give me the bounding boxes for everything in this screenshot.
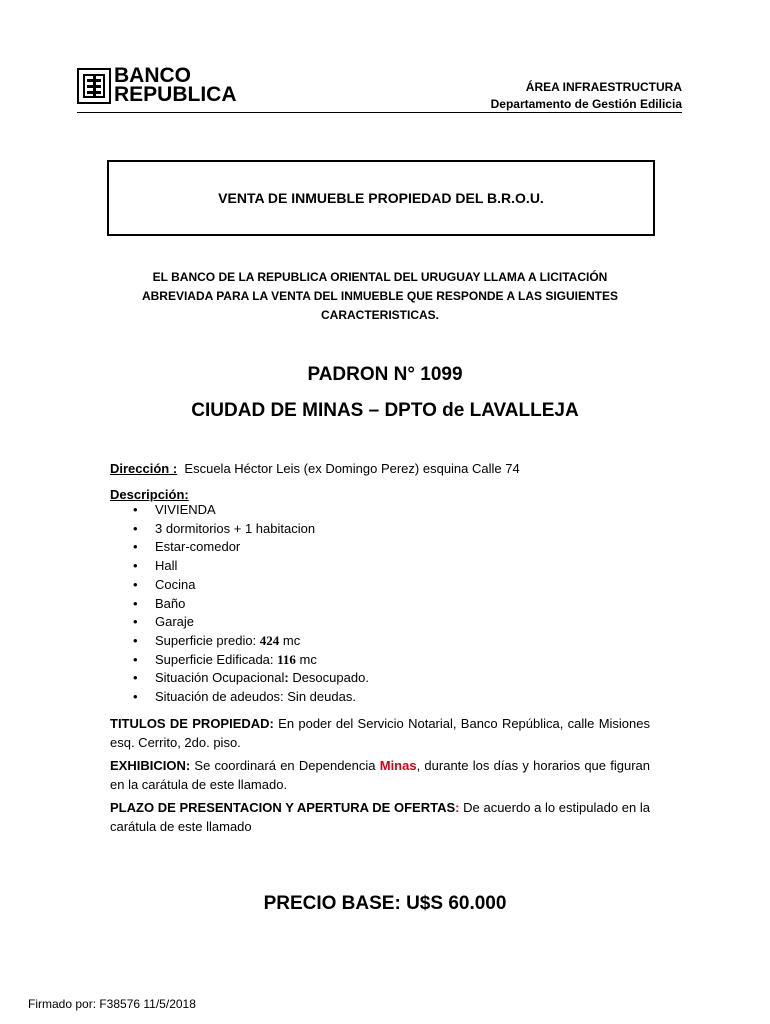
header-department	[491, 79, 682, 113]
list-item: • Garaje	[133, 613, 369, 632]
banco-republica-logo	[77, 64, 237, 106]
titulos-label: TITULOS DE PROPIEDAD:	[110, 716, 274, 731]
header-divider	[77, 112, 682, 113]
list-item-superficie-predio	[133, 632, 369, 651]
direccion-label: Dirección :	[110, 461, 178, 476]
list-item: • 3 dormitorios + 1 habitacion	[133, 520, 369, 539]
header-department-name: Departamento de Gestión Edilicia	[490, 97, 682, 111]
situacion-ocupacional-value: Desocupado.	[288, 670, 369, 686]
titulos-paragraph	[110, 714, 650, 752]
signature-footer: Firmado por: F38576 11/5/2018	[28, 997, 196, 1011]
list-item-situacion-ocupacional	[133, 669, 369, 688]
list-item: • VIVIENDA	[133, 501, 369, 520]
header-area: ÁREA INFRAESTRUCTURA	[525, 80, 682, 94]
list-item-superficie-edificada	[133, 651, 369, 670]
plazo-text: De acuerdo a lo estipulado en la carátula de este llamado	[110, 800, 651, 834]
situacion-ocupacional-colon: :	[284, 670, 289, 686]
superficie-predio-value: 424	[259, 632, 280, 648]
logo-wordmark	[114, 64, 237, 106]
location-heading: CIUDAD DE MINAS – DPTO de LAVALLEJA	[191, 400, 579, 421]
exhibicion-label: EXHIBICION:	[110, 758, 191, 773]
intro-line: ABREVIADA PARA LA VENTA DEL INMUEBLE QUE RESPONDE A LAS SIGUIENTES	[141, 289, 619, 303]
list-item: • Cocina	[133, 576, 369, 595]
superficie-edificada-label: Superficie Edificada:	[155, 651, 278, 667]
list-item: • Situación de adeudos: Sin deudas.	[133, 688, 369, 707]
intro-paragraph	[110, 268, 650, 325]
plazo-paragraph	[110, 798, 650, 836]
descripcion-label: Descripción:	[110, 487, 189, 502]
titulos-text: En poder del Servicio Notarial, Banco República, calle Misiones esq. Cerrito, 2do. piso.	[110, 716, 650, 750]
title-box	[107, 160, 655, 236]
list-item: • Baño	[133, 595, 369, 614]
situacion-ocupacional-label: Situación Ocupacional	[155, 670, 285, 686]
precio-base: PRECIO BASE: U$S 60.000	[263, 893, 507, 914]
superficie-predio-label: Superficie predio:	[155, 632, 260, 648]
list-item: • Hall	[133, 557, 369, 576]
plazo-colon: :	[455, 800, 460, 815]
bank-emblem-icon	[77, 68, 111, 104]
list-item: • Estar-comedor	[133, 538, 369, 557]
superficie-predio-unit: mc	[279, 632, 301, 648]
exhibicion-text-before: Se coordinará en Dependencia	[190, 758, 380, 773]
exhibicion-highlight: Minas	[379, 758, 417, 773]
superficie-edificada-value: 116	[277, 651, 296, 667]
logo-line-2: REPUBLICA	[114, 83, 237, 106]
superficie-edificada-unit: mc	[295, 651, 317, 667]
document-title: VENTA DE INMUEBLE PROPIEDAD DEL B.R.O.U.	[218, 190, 544, 206]
exhibicion-text-after: , durante los días y horarios que figuran en la carátula de este llamado.	[110, 758, 650, 792]
intro-line: CARACTERISTICAS.	[320, 308, 439, 322]
direccion-line	[110, 459, 650, 478]
direccion-value: Escuela Héctor Leis (ex Domingo Perez) esquina Calle 74	[184, 461, 520, 476]
exhibicion-paragraph	[110, 756, 650, 794]
descripcion-list	[133, 501, 369, 707]
intro-line: EL BANCO DE LA REPUBLICA ORIENTAL DEL URUGUAY LLAMA A LICITACIÓN	[152, 270, 608, 284]
logo-line-1: BANCO	[114, 64, 191, 87]
plazo-label: PLAZO DE PRESENTACION Y APERTURA DE OFERTAS	[110, 800, 456, 815]
padron-heading: PADRON N° 1099	[307, 364, 463, 385]
